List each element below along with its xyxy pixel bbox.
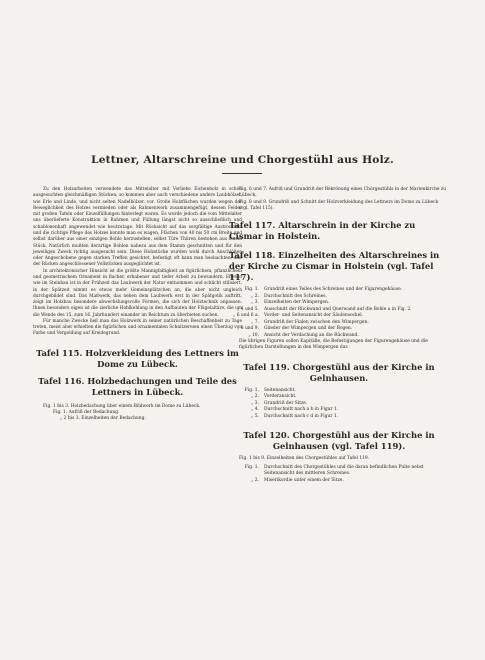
page-title: Lettner, Altarschreine und Chorgestühl aus Holz. — [91, 154, 394, 166]
figure-description: Ansicht der Verdachung an die Rückwand. — [264, 332, 359, 338]
figure-entry: „ 2 bis 3. Einzelheiten der Bedachung. — [60, 416, 146, 422]
figure-list-row — [229, 478, 449, 485]
title-rule — [222, 173, 262, 174]
intro-paragraph-3: Für manche Zwecke ließ man das Holzwerk in seiner natürlichen Beschaffenheit zu Tage treten, meist aber erhielten die figürlichen und ornamentalen Schnitzereien einen Überzug von Farbe und Vergoldung auf Kreidegrund. — [33, 318, 242, 337]
tafel-118-note: Die übrigen Figuren sollen Kapitälle, die Befestigungen der Figurengehäuse und die figürlichen Darstellungen in den Wimpergen dar. — [239, 339, 428, 351]
tafel-118-figure-list — [229, 287, 449, 339]
figure-list-row — [229, 465, 449, 478]
right-column — [229, 187, 449, 484]
figure-description: Vorder- und Seitenansicht der Säulensockel. — [264, 313, 364, 319]
heading-tafel-120: Tafel 120. Chorgestühl aus der Kirche in Gelnhausen (vgl. Tafel 119). — [243, 430, 435, 452]
intro-paragraph-1: Zu den Holzarbeiten verwendete das Mittelalter mit Vorliebe Eichenholz in schön ausgesuchten gleichmäßigen Stücken; so kommen aber auch verschiedene andere Laubhölzer, wie Erle und Linde, und nicht selten Nadelhölzer, vor. Große Holzflächen wurden wegen der Beweglichkeit des Holzes vermieden oder als Rahmenwerk zusammengefügt, dessen Felder mit großen Tafeln oder Einzelfüllungen hinterlegt waren. Es wurde jedoch die vom Mittelalter uns überlieferte Konstruktion in Rahmen und Füllung längst nicht so ausschließlich und schablonenhaft angewendet wie heutzutage. Mit Rücksicht auf das sorgfältige Austrocknen und die richtige Pflege des Holzes konnte man es wagen, Flächen von 40 bis 50 cm Breite und selbst darüber aus einer einzigen Bohle herzustellen, selbst Türe Thüren bestehen aus einem Stück. Natürlich mußten derartige Bohlen nahezu aus dem Stamm geschnitten und für den jeweiligen Zweck richtig ausgesucht sein. Diese Holzstücke wurden wohl durch Anschlößen oder Angeschobene gegen starken Treffen gesichtet, befestigt oft kann man beobachten, daß der Rücken angeschlossener Vollstücken ausgeglichtet ist. — [33, 187, 242, 268]
figure-number: „ 4 und 5. — [237, 306, 259, 312]
left-column — [33, 187, 242, 423]
figure-description: Grundriß der Fialen zwischen den Wimpergen. — [264, 319, 369, 325]
figure-number: „ 2. — [251, 394, 259, 400]
figure-entry: Fig. 1 bis 9. Einzelheiten des Chorgestühles auf Tafel 119. — [239, 456, 370, 462]
figure-number: „ 5. — [251, 413, 259, 419]
intro-paragraph-2: In architektonischer Hinsicht ist die größte Mannigfaltigkeit an figürlichem, pflanzlichem und geometrischem Ornament in flacher, erhabener und tiefer Arbeit zu bewundern. Ebenso wie im Steinbau ist in der Frühzeit das Laubwerk der Natur entnommen und schlicht stilisiert, in der Spätzeit nimmt es etwas mehr Gemeinsplätzchen an, die aber nicht ungleich durchgebildet sind. Das Maßwerk, das neben dem Laubwerk erst in der Spätgotik auftritt, zeigt im Holzbau besondere abwechslungsvolle Formen, die sich der Holztechnik anpassen. Ihnen besonders eigen ist die zierliche Hohlkehlung in den Aufbauten der Flügelaltäre, die um die Wende des 15. zum 16. Jahrhundert einander im Reichtum zu überbieten suchen. — [33, 268, 242, 318]
figure-number: „ 10. — [248, 332, 259, 338]
figure-entry: Fig. 8 und 9. Grundriß und Schnitt der Holzverkleidung des Lettners im Dome zu Lübeck (vgl. Tafel 115). — [239, 199, 439, 211]
figure-list-row — [229, 414, 449, 421]
figure-number: „ 2. — [251, 477, 259, 483]
heading-tafel-119: Tafel 119. Chorgestühl aus der Kirche in Gelnhausen. — [243, 361, 435, 383]
figure-description: Grundriß eines Teiles des Schreines und der Figurengehäuse. — [264, 287, 403, 293]
tafel-119-figure-list — [229, 388, 449, 421]
figure-description: Durchschnitt nach c d in Figur 1. — [264, 413, 339, 419]
figure-number: Fig. 1. — [244, 387, 259, 393]
figure-description: Vorderansicht. — [264, 394, 297, 400]
figure-number: „ 2. — [251, 293, 259, 299]
figure-entry: Fig. 1 bis 3. Holzbedachung über einem Bildwerk im Dome zu Lübeck. — [43, 403, 201, 409]
figure-number: „ 8 und 9. — [237, 326, 259, 332]
figure-description: Glieder der Wimpergen und der Bogen. — [264, 326, 353, 332]
heading-tafel-118: Tafel 118. Einzelheiten des Altarschreines in der Kirche zu Cismar in Holstein (vgl. Tafel 117). — [229, 250, 440, 283]
figure-description: Seitenansicht. — [264, 387, 296, 393]
heading-tafel-115: Tafel 115. Holzverkleidung des Lettners im Dome zu Lübeck. — [36, 347, 239, 369]
tafel-120-figure-list — [229, 465, 449, 485]
figure-number: Fig. 1. — [244, 464, 259, 470]
figure-description: Durchschnitt nach a b in Figur 1. — [264, 407, 339, 413]
figure-description: Ausschnitt der Rückwand und Querwand auf die Bohle a in Fig. 2. — [264, 306, 412, 312]
figure-number: „ 7. — [251, 319, 259, 325]
figure-description: Einzelheiten der Wimpergen. — [264, 300, 330, 306]
figure-entry: Fig. 6 und 7. Aufriß und Grundriß der Bekrönung eines Chörgestühls in der Marienkirche zu Lübeck. — [239, 187, 447, 199]
figure-description: Durchschnitt des Schreines. — [264, 293, 327, 299]
figure-entry: Fig. 1. Aufriß der Bedachung. — [53, 410, 120, 416]
figure-number: „ 4. — [251, 407, 259, 413]
figure-description: Durchschnitt des Chorgestühles und die daran befindlichen Pulte nebst Seitenansicht des mittleren Schreines. — [264, 464, 424, 477]
heading-tafel-117: Tafel 117. Altarschrein in der Kirche zu Cismar in Holstein. — [229, 220, 416, 242]
figure-number: Fig. 1. — [244, 287, 259, 293]
figure-description: Grundriß der Sitze. — [264, 400, 308, 406]
heading-tafel-116: Tafel 116. Holzbedachungen und Teile des Lettners in Lübeck. — [38, 375, 237, 397]
figure-description: Miserikordie unter einem der Sitze. — [264, 477, 344, 483]
figure-number: „ 3. — [251, 400, 259, 406]
figure-number: „ 6 und 6 a. — [233, 313, 259, 319]
figure-number: „ 3. — [251, 300, 259, 306]
